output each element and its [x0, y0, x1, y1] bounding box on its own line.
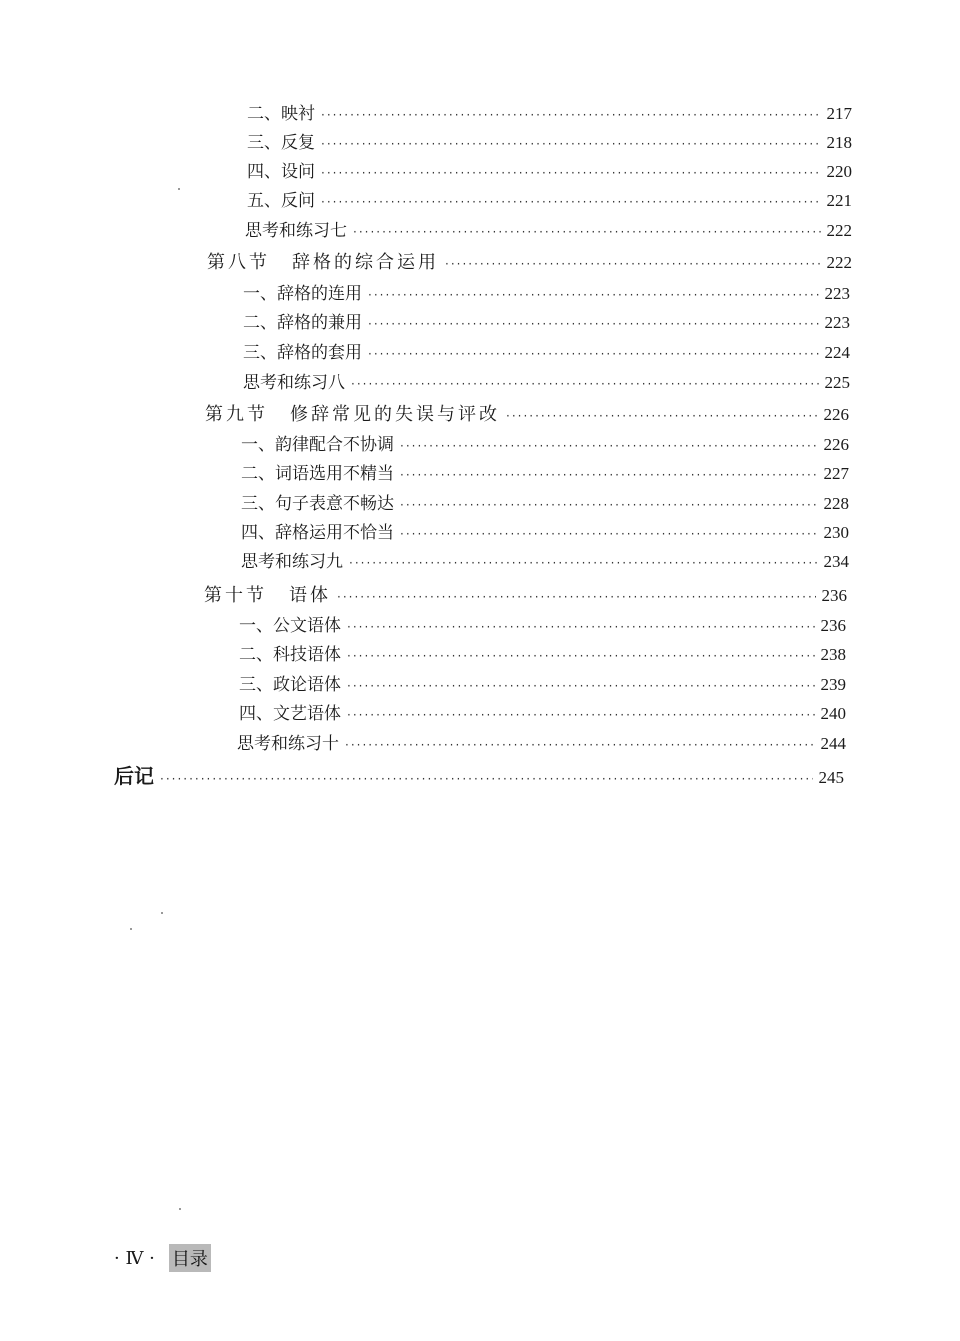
toc-page-number: 223	[824, 313, 850, 332]
toc-entry-label: 一、公文语体	[239, 616, 341, 636]
toc-page-number: 245	[818, 768, 844, 787]
toc-item-row	[243, 312, 850, 335]
toc-item-row	[239, 644, 846, 667]
toc-entry-label: 思考和练习八	[243, 373, 345, 393]
toc-item-row	[247, 161, 852, 184]
dot-leader	[351, 373, 819, 395]
toc-entry-label: 思考和练习九	[241, 552, 343, 572]
toc-item-row	[241, 463, 849, 486]
dot-leader	[321, 104, 821, 126]
dot-leader	[445, 253, 821, 275]
toc-page-number: 236	[821, 586, 847, 605]
toc-section-row	[205, 404, 849, 427]
toc-page-number: 218	[826, 133, 852, 152]
toc-page-number: 228	[823, 494, 849, 513]
toc-entry-label: 二、词语选用不精当	[241, 464, 394, 484]
section-tag: 目录	[169, 1244, 211, 1272]
toc-section-number: 第八节	[207, 252, 270, 273]
toc-page-number: 226	[823, 435, 849, 454]
dot-leader	[506, 405, 818, 427]
toc-section-row	[204, 585, 847, 608]
dot-leader	[347, 675, 815, 697]
toc-entry-label: 二、科技语体	[239, 645, 341, 665]
toc-section-heading	[205, 404, 500, 426]
toc-page-number: 244	[820, 734, 846, 753]
toc-entry-label: 思考和练习十	[237, 734, 339, 754]
dot-leader	[321, 191, 821, 213]
toc-item-row	[237, 733, 846, 756]
toc-page-number: 222	[826, 221, 852, 240]
toc-entry-label: 一、辞格的连用	[243, 284, 362, 304]
toc-entry-label: 五、反问	[247, 191, 315, 211]
dot-leader	[345, 734, 815, 756]
toc-chapter-row	[114, 765, 844, 790]
toc-item-row	[239, 615, 846, 638]
scan-speck	[179, 1208, 181, 1210]
toc-item-row	[241, 522, 849, 545]
toc-page-number: 220	[826, 162, 852, 181]
toc-entry-label: 一、韵律配合不协调	[241, 435, 394, 455]
dot-leader	[347, 704, 815, 726]
toc-page-number: 223	[824, 284, 850, 303]
toc-page-number: 222	[826, 253, 852, 272]
toc-entry-label: 思考和练习七	[245, 221, 347, 241]
toc-section-title: 语体	[289, 585, 331, 606]
dot-leader	[400, 464, 818, 486]
page-footer	[114, 1244, 211, 1272]
toc-page-number: 230	[823, 523, 849, 542]
toc-page-number: 227	[823, 464, 849, 483]
toc-item-row	[243, 372, 850, 395]
toc-entry-label: 三、句子表意不畅达	[241, 494, 394, 514]
toc-entry-label: 四、设问	[247, 162, 315, 182]
toc-item-row	[245, 220, 852, 243]
toc-page-number: 226	[823, 405, 849, 424]
dot-leader	[368, 313, 819, 335]
page-number: · Ⅳ ·	[114, 1247, 155, 1269]
toc-entry-label: 三、反复	[247, 133, 315, 153]
toc-item-row	[239, 674, 846, 697]
toc-section-number: 第九节	[205, 404, 268, 425]
toc-page-number: 217	[826, 104, 852, 123]
toc-entry-label: 四、辞格运用不恰当	[241, 523, 394, 543]
scan-speck	[161, 912, 163, 914]
toc-section-heading	[207, 252, 439, 274]
toc-page-number: 236	[820, 616, 846, 635]
toc-item-row	[247, 190, 852, 213]
dot-leader	[368, 343, 819, 365]
toc-entry-label: 三、政论语体	[239, 675, 341, 695]
toc-page-number: 238	[820, 645, 846, 664]
dot-leader	[347, 616, 815, 638]
toc-page-number: 224	[824, 343, 850, 362]
toc-item-row	[243, 342, 850, 365]
toc-section-title: 修辞常见的失误与评改	[290, 404, 500, 425]
dot-leader	[349, 552, 818, 574]
toc-entry-label: 二、映衬	[247, 104, 315, 124]
dot-leader	[160, 768, 813, 790]
dot-leader	[400, 523, 818, 545]
dot-leader	[400, 494, 818, 516]
toc-entry-label: 二、辞格的兼用	[243, 313, 362, 333]
toc-section-number: 第十节	[204, 585, 267, 606]
dot-leader	[353, 221, 821, 243]
toc-page-number: 240	[820, 704, 846, 723]
toc-page-number: 225	[824, 373, 850, 392]
dot-leader	[347, 645, 815, 667]
toc-item-row	[247, 132, 852, 155]
scan-speck	[178, 188, 180, 190]
toc-item-row	[241, 551, 849, 574]
toc-page-number: 234	[823, 552, 849, 571]
toc-page-number: 221	[826, 191, 852, 210]
toc-entry-label: 四、文艺语体	[239, 704, 341, 724]
dot-leader	[337, 586, 816, 608]
toc-section-row	[207, 252, 852, 275]
toc-item-row	[241, 493, 849, 516]
dot-leader	[321, 133, 821, 155]
toc-section-title: 辞格的综合运用	[292, 252, 439, 273]
toc-section-heading	[204, 585, 331, 607]
dot-leader	[368, 284, 819, 306]
toc-entry-label: 三、辞格的套用	[243, 343, 362, 363]
toc-item-row	[239, 703, 846, 726]
toc-page-number: 239	[820, 675, 846, 694]
toc-item-row	[243, 283, 850, 306]
toc-item-row	[247, 103, 852, 126]
toc-item-row	[241, 434, 849, 457]
dot-leader	[400, 435, 818, 457]
scan-speck	[130, 928, 132, 930]
toc-entry-label: 后记	[114, 764, 154, 788]
dot-leader	[321, 162, 821, 184]
